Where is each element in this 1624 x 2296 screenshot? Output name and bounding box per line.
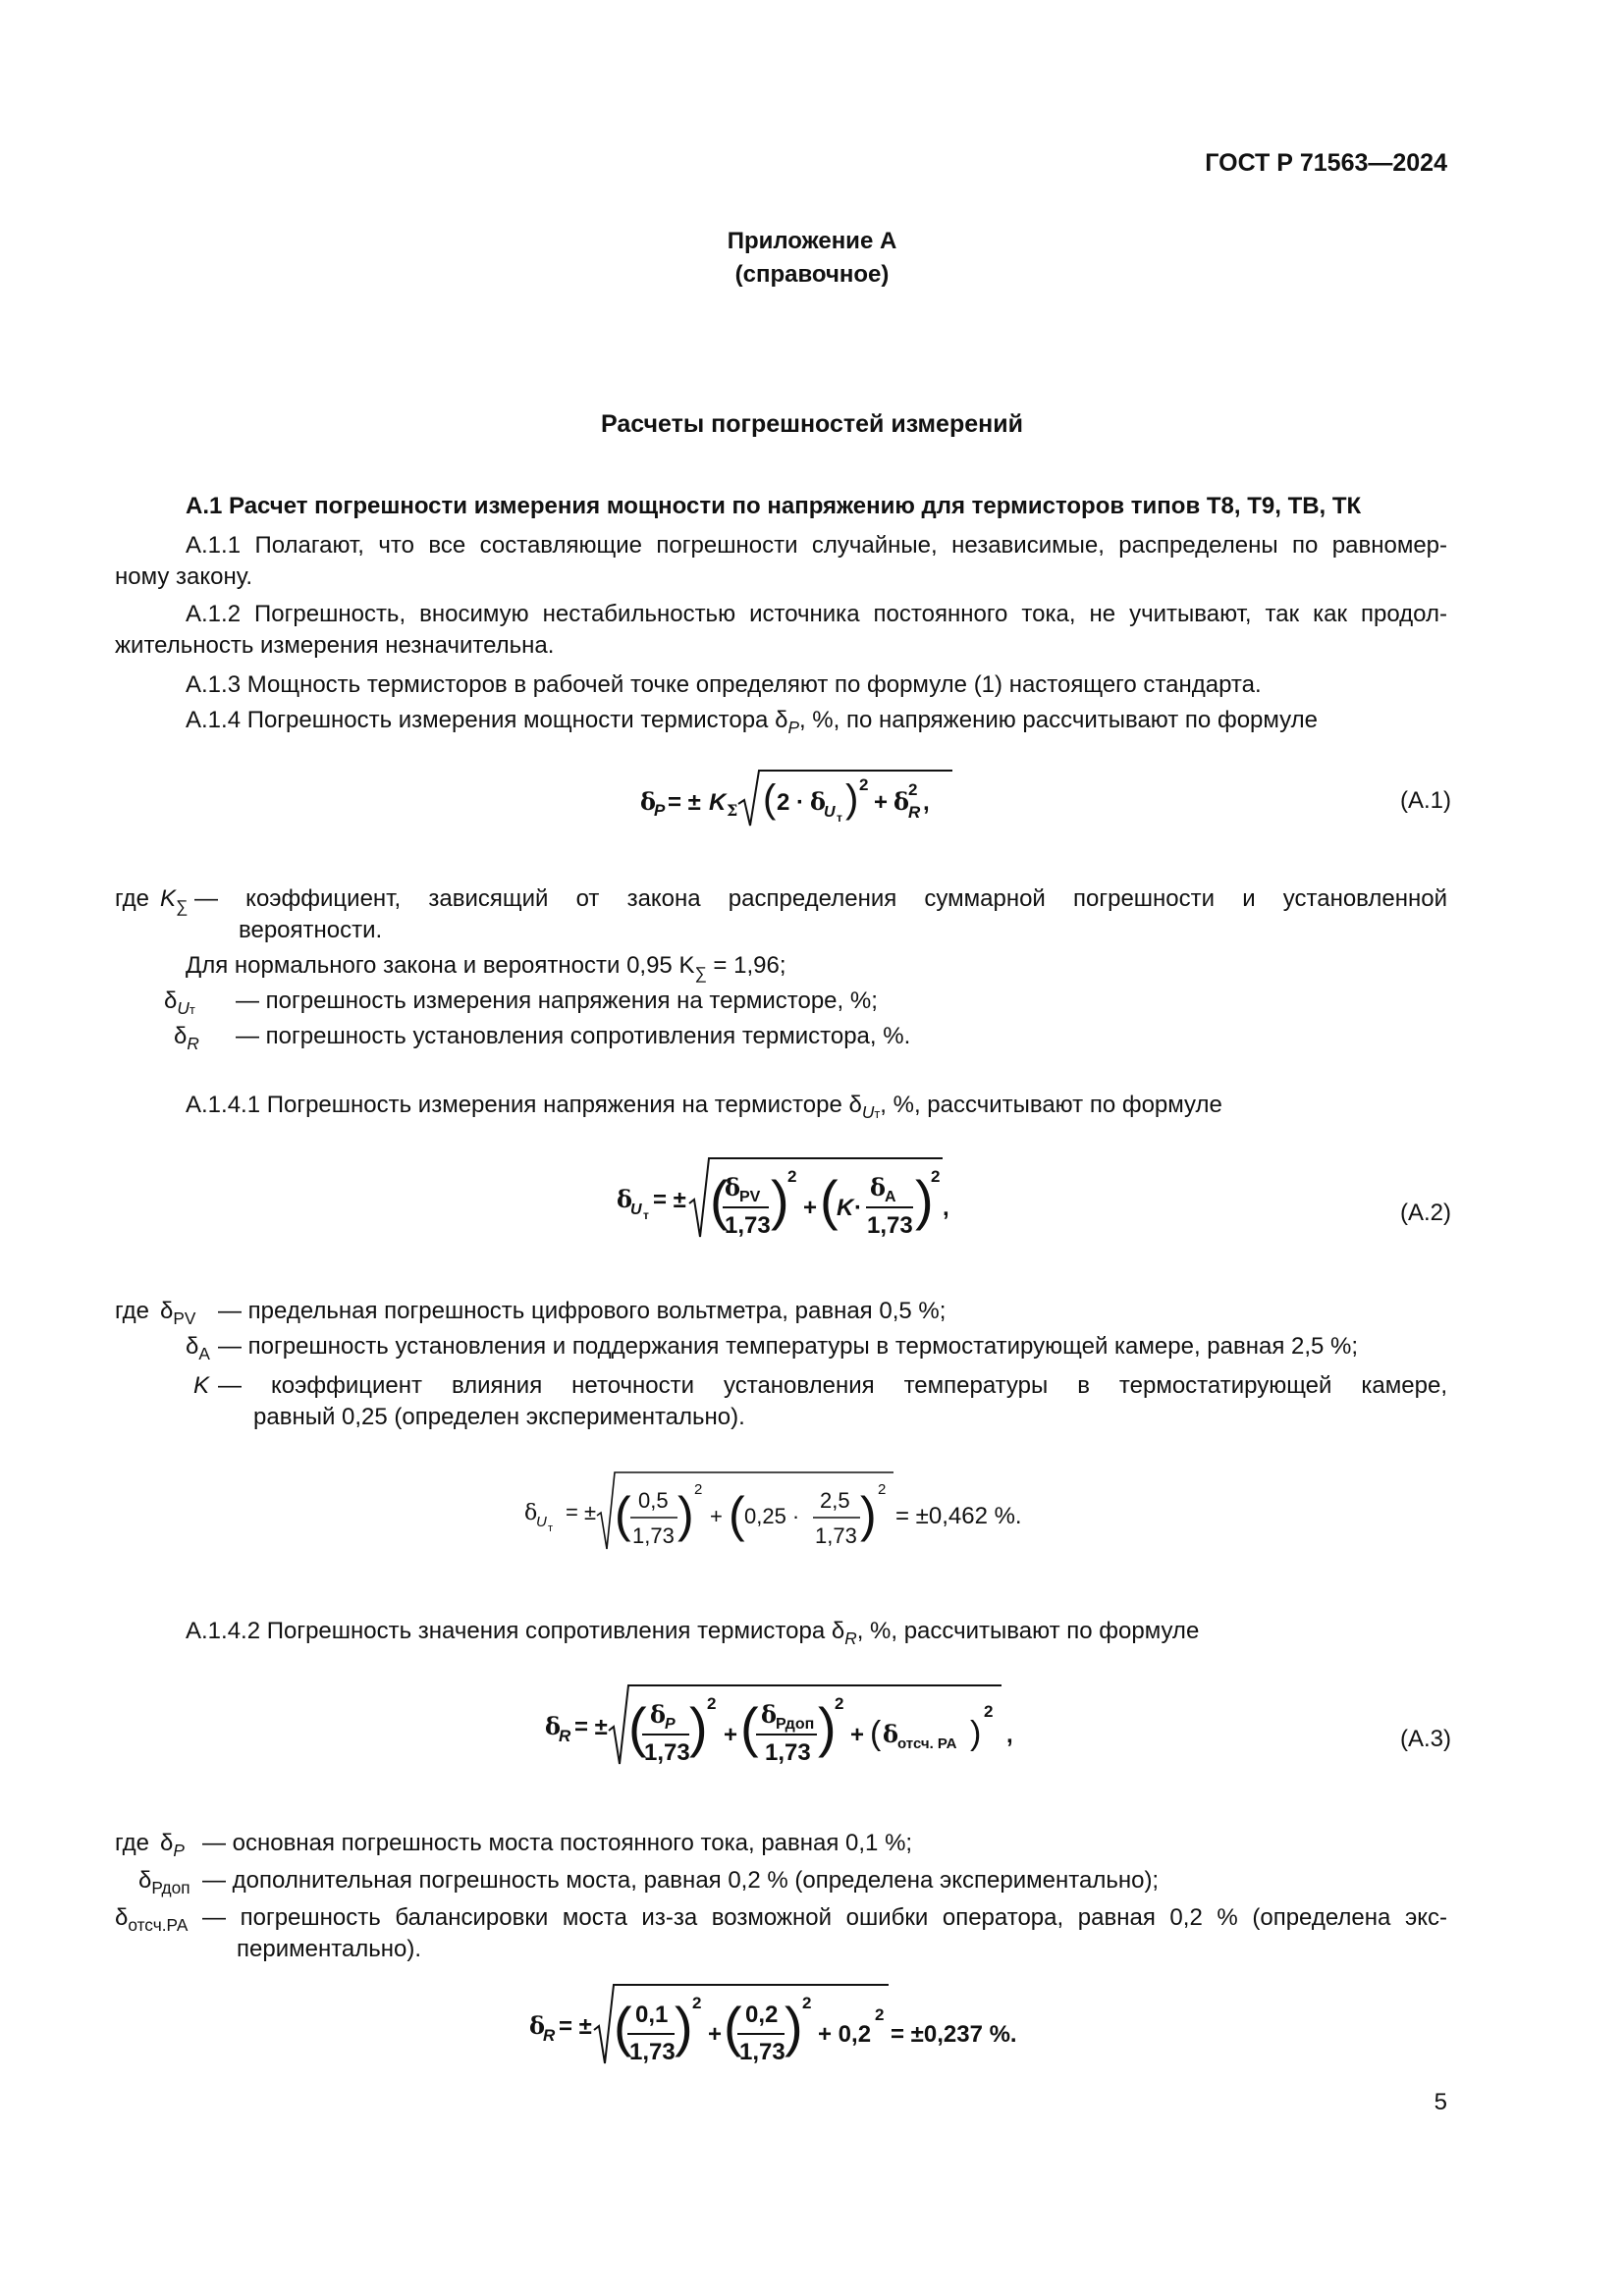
svg-text:2: 2 [802,1994,812,2012]
svg-text:+ 0,2: + 0,2 [818,2021,872,2048]
svg-text:δ: δ [870,1173,887,1201]
paragraph-a1141: А.1.4.1 Погрешность измерения напряжения на термисторе $\delta_{Uт}$, %, рассчитывают по формуле [186,1092,1222,1123]
svg-text:0,1: 0,1 [635,2002,669,2028]
svg-text:т: т [837,811,842,825]
svg-text:δ: δ [524,1501,538,1525]
formula-a3 [540,1674,1031,1772]
svg-text:): ) [915,1169,934,1231]
svg-text:): ) [689,1696,708,1758]
svg-text:(: ( [614,1996,632,2057]
svg-text:δ: δ [725,1173,741,1201]
appendix-subtitle: (справочное) [734,261,890,288]
svg-text:): ) [675,1996,693,2057]
svg-text:2 ·: 2 · [777,789,805,816]
svg-text:δ: δ [883,1720,899,1748]
svg-text:2: 2 [931,1167,941,1186]
svg-text:P: P [654,801,666,820]
svg-text:1,73: 1,73 [765,1739,811,1766]
svg-text:δ: δ [640,787,657,816]
formula-a2 [609,1148,952,1247]
svg-text:(: ( [628,1696,647,1758]
svg-text:R: R [543,2026,556,2045]
svg-text:U: U [536,1514,547,1530]
svg-text:): ) [818,1696,837,1758]
calculation-a3 [525,1973,1046,2071]
svg-text:= ±: = ± [574,1714,608,1740]
svg-text:U: U [630,1201,642,1218]
svg-text:т: т [548,1522,554,1534]
svg-text:K: K [837,1195,854,1221]
svg-text:δ: δ [810,787,827,816]
svg-text:1,73: 1,73 [644,1739,690,1766]
svg-text:= ±: = ± [668,789,701,816]
svg-text:= ±: = ± [559,2013,592,2040]
svg-text:2: 2 [692,1994,702,2012]
section-title: Расчеты погрешностей измерений [601,410,1023,438]
svg-text:(: ( [740,1696,759,1758]
svg-text:(: ( [615,1487,631,1542]
svg-text:δ: δ [650,1700,667,1729]
svg-text:PV: PV [739,1189,761,1205]
svg-text:1,73: 1,73 [867,1212,913,1239]
svg-text:2,5: 2,5 [820,1488,850,1513]
svg-text:1,73: 1,73 [815,1523,857,1548]
paragraph-a111: А.1.1 Полагают, что все составляющие погрешности случайные, независимые, распределены по равномер- ному закону. [115,532,1447,590]
svg-text:R: R [559,1727,571,1745]
svg-text:): ) [970,1715,982,1752]
svg-text:0,5: 0,5 [638,1488,669,1513]
page-number: 5 [1434,2089,1447,2115]
paragraph-a113: А.1.3 Мощность термисторов в рабочей точке определяют по формуле (1) настоящего стандарта. [186,671,1262,698]
svg-text:(: ( [710,1169,729,1231]
svg-text:+: + [850,1722,865,1748]
paragraph-a114: А.1.4 Погрешность измерения мощности термистора $\delta_P$, %, по напряжению рассчитывают по формуле [186,707,1318,738]
svg-text:+: + [874,789,889,816]
calc-a2-result: = ±0,462 %. [895,1503,1022,1529]
svg-text:2: 2 [984,1702,994,1721]
svg-text:δ: δ [529,2011,546,2040]
svg-text:2: 2 [878,1481,887,1498]
svg-text:,: , [1006,1722,1013,1748]
svg-text:K: K [709,789,727,816]
svg-text:δ: δ [761,1700,778,1729]
equation-number-a3: (А.3) [1399,1726,1451,1752]
svg-text:·: · [854,1195,862,1221]
svg-text:δ: δ [617,1185,633,1213]
svg-text:): ) [771,1169,789,1231]
svg-text:(: ( [724,1996,742,2057]
document-code: ГОСТ Р 71563—2024 [1205,149,1447,177]
formula-a1 [628,761,952,839]
svg-text:(: ( [763,777,777,821]
svg-text:= ±: = ± [566,1500,597,1524]
svg-text:δ: δ [545,1712,562,1740]
svg-text:(: ( [729,1487,745,1542]
svg-text:(: ( [820,1169,839,1231]
svg-text:R: R [908,803,921,822]
svg-text:1,73: 1,73 [632,1523,675,1548]
svg-text:0,25 ·: 0,25 · [744,1504,800,1528]
svg-text:2: 2 [787,1167,797,1186]
svg-text:= ±: = ± [653,1187,686,1213]
svg-text:1,73: 1,73 [725,1212,771,1239]
svg-text:Σ: Σ [727,801,738,820]
svg-text:,: , [923,789,930,816]
appendix-title: Приложение А [727,228,897,254]
svg-text:отсч. РА: отсч. РА [897,1735,957,1752]
svg-text:Рдоп: Рдоп [776,1716,815,1733]
svg-text:+: + [708,2021,723,2048]
svg-text:2: 2 [835,1694,844,1713]
calculation-a2 [520,1463,1051,1561]
svg-text:P: P [665,1716,676,1733]
svg-text:т: т [643,1208,649,1222]
svg-text:1,73: 1,73 [629,2039,676,2065]
svg-text:+: + [803,1195,818,1221]
svg-text:+: + [710,1504,723,1528]
svg-text:): ) [860,1487,877,1542]
svg-text:,: , [943,1195,949,1221]
svg-text:0,2: 0,2 [745,2002,779,2028]
paragraph-a112: А.1.2 Погрешность, вносимую нестабильностью источника постоянного тока, не учитывают, так как продол- жительность измерения незначительна. [115,601,1447,659]
svg-text:): ) [785,1996,803,2057]
normal-law-note: Для нормального закона и вероятности 0,95 $K_\sum = 1,96$; [186,952,786,984]
paragraph-a1142: А.1.4.2 Погрешность значения сопротивления термистора $\delta_R$, %, рассчитывают по формуле [186,1618,1200,1649]
svg-text:U: U [824,804,836,821]
svg-text:): ) [677,1487,694,1542]
subsection-title: А.1 Расчет погрешности измерения мощности по напряжению для термисторов типов Т8, Т9, ТВ, ТК [186,493,1362,519]
svg-text:A: A [885,1189,896,1205]
svg-text:δ: δ [893,787,910,816]
svg-text:2: 2 [707,1694,717,1713]
svg-text:2: 2 [875,2005,885,2024]
svg-text:1,73: 1,73 [739,2039,785,2065]
equation-number-a2: (А.2) [1399,1200,1451,1226]
equation-number-a1: (А.1) [1399,787,1451,814]
svg-text:+: + [724,1722,738,1748]
svg-text:): ) [845,777,859,821]
svg-text:2: 2 [859,775,869,794]
svg-text:2: 2 [908,780,918,799]
svg-text:(: ( [870,1715,882,1752]
svg-text:2: 2 [694,1481,703,1498]
calc-a3-result: = ±0,237 %. [891,2021,1017,2048]
